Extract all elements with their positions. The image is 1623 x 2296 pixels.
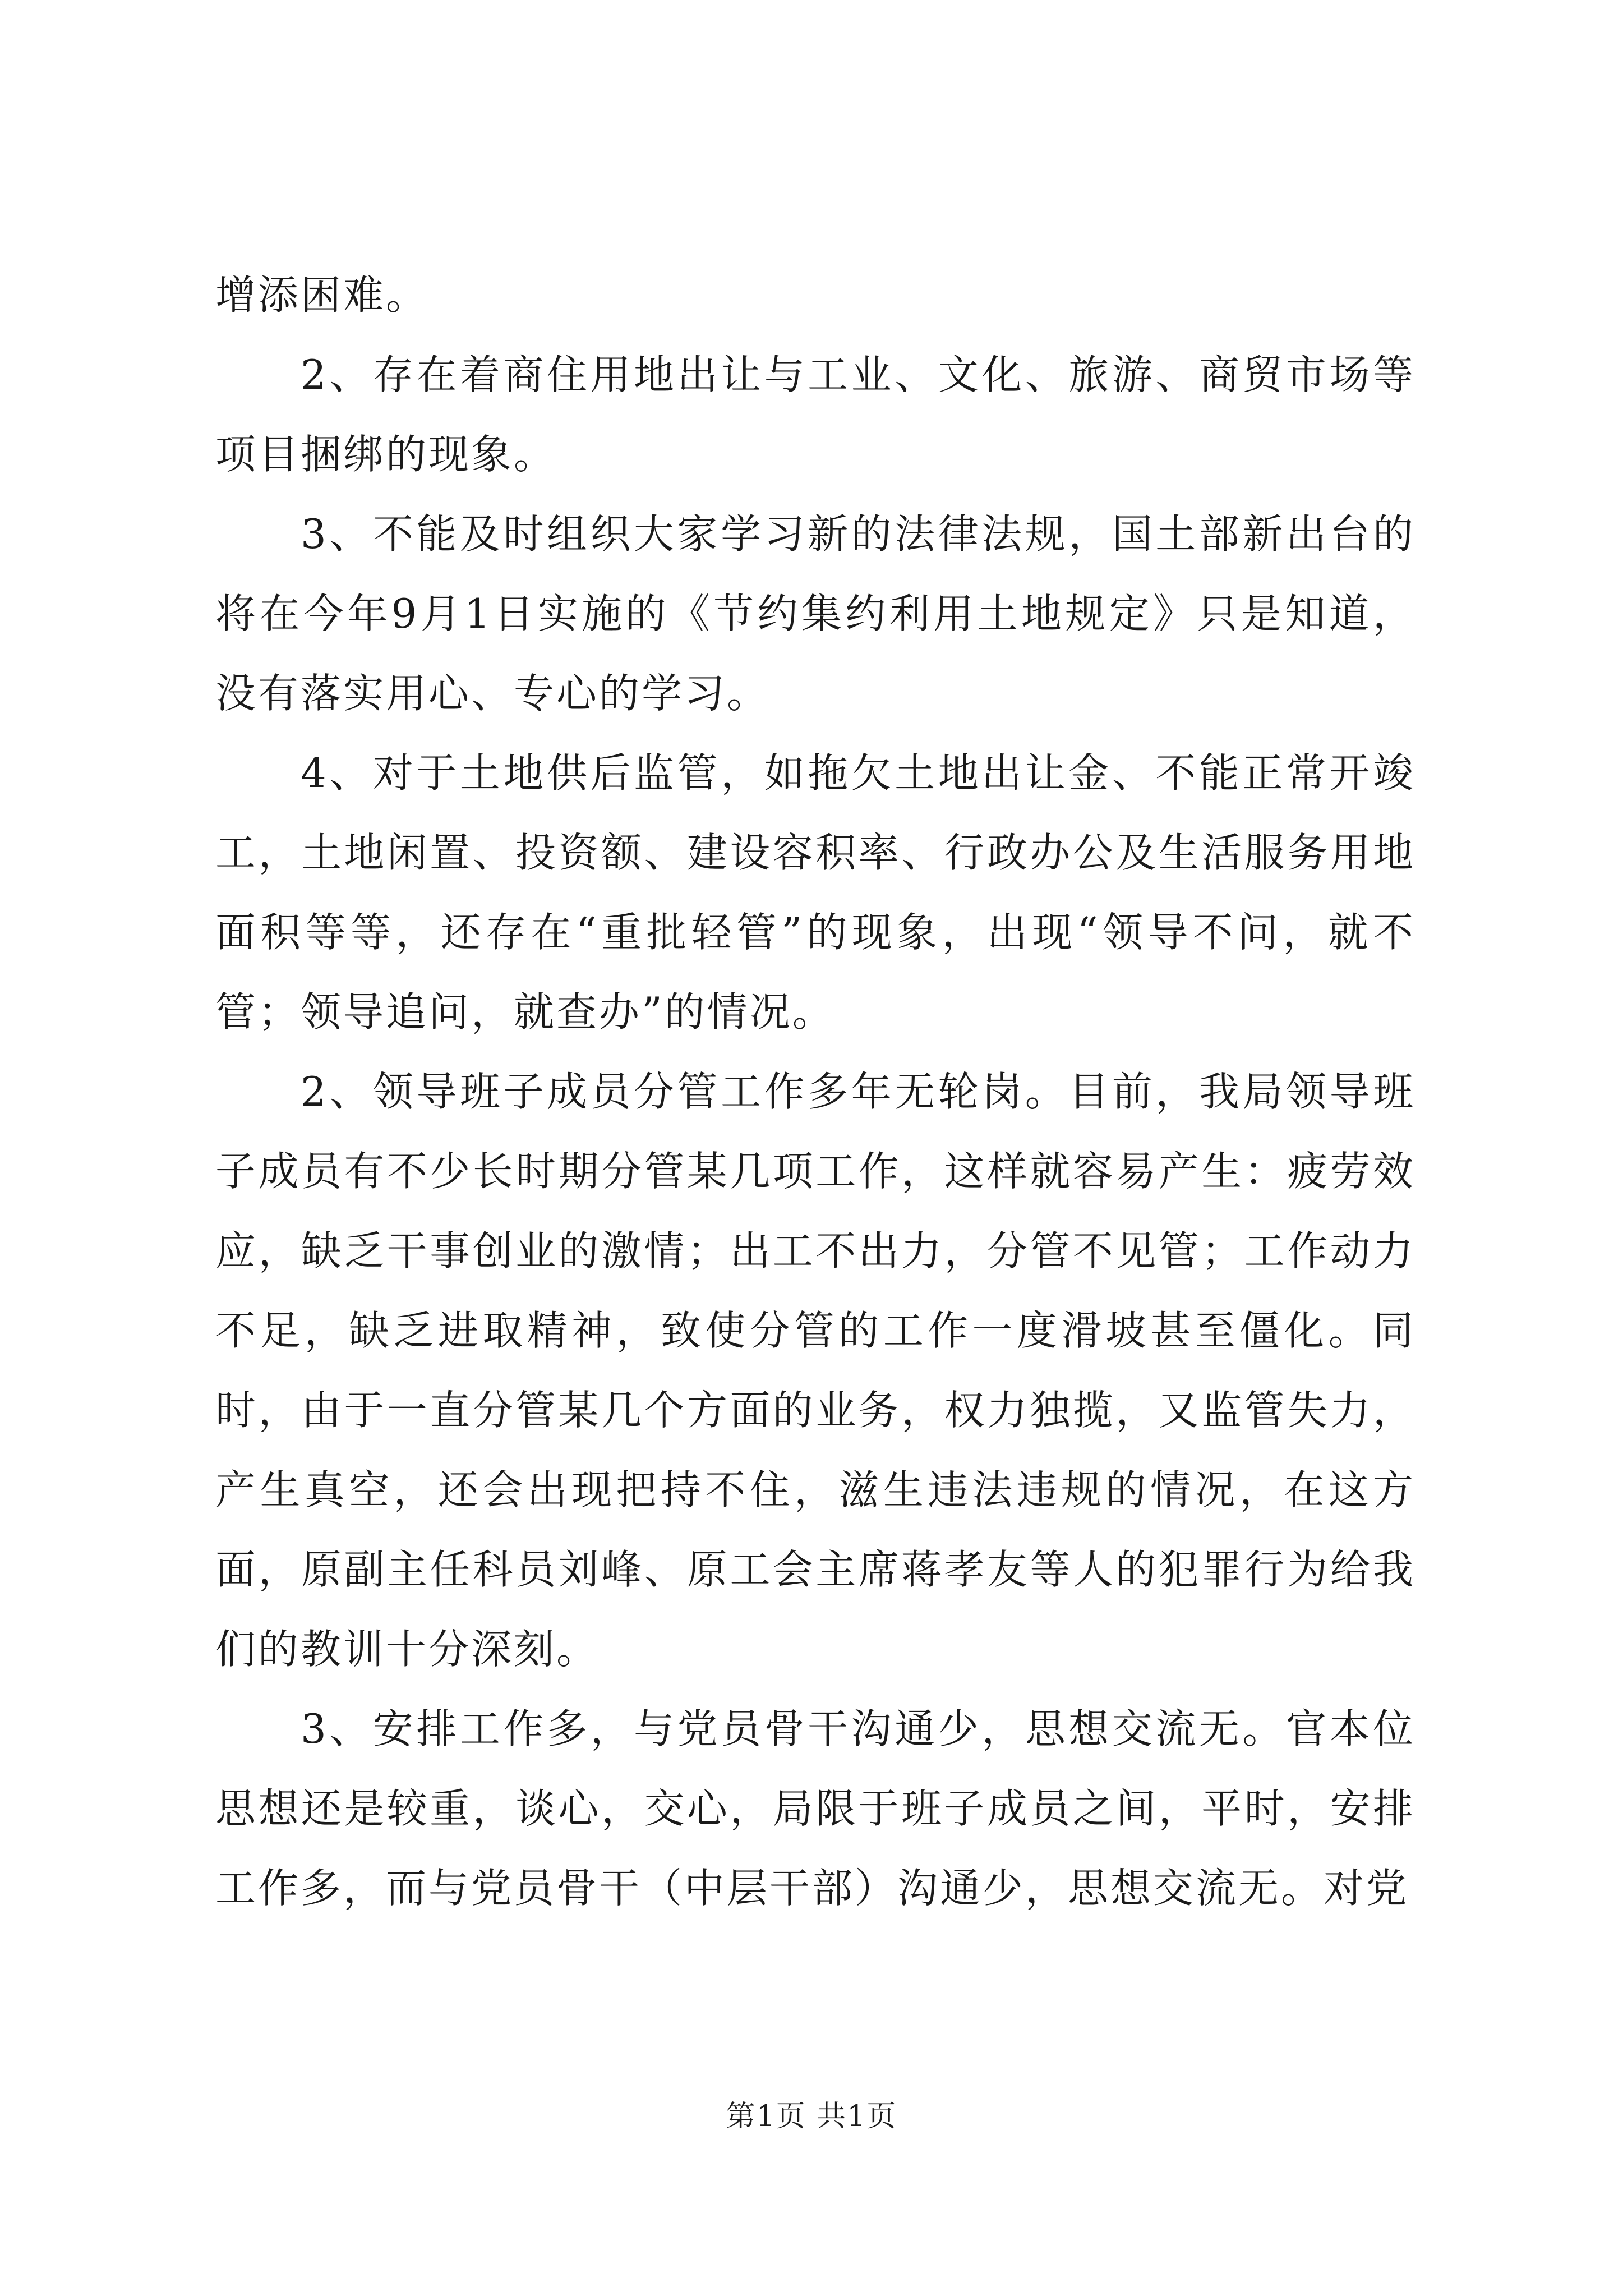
paragraph-5: 2、领导班子成员分管工作多年无轮岗。目前，我局领导班子成员有不少长时期分管某几项工作，这样就容易产生：疲劳效应，缺乏干事创业的激情；出工不出力，分管不见管；工作动力不足，缺乏进取精神，致使分管的工作一度滑坡甚至僵化。同时，由于一直分管某几个方面的业务，权力独揽，又监管失力，产生真空，还会出现把持不住，滋生违法违规的情况，在这方面，原副主任科员刘峰、原工会主席蒋孝友等人的犯罪行为给我们的教训十分深刻。 <box>215 1068 1415 1673</box>
paragraph-1: 增添困难。 <box>215 272 429 319</box>
paragraph-6: 3、安排工作多，与党员骨干沟通少，思想交流无。官本位思想还是较重，谈心，交心，局限于班子成员之间，平时，安排工作多，而与党员骨干（中层干部）沟通少，思想交流无。对党 <box>215 1705 1415 1912</box>
page-footer: 第1页 共1页 <box>726 2100 897 2133</box>
paragraph-2: 2、存在着商住用地出让与工业、文化、旅游、商贸市场等项目捆绑的现象。 <box>215 351 1415 478</box>
document-body <box>215 255 1415 1928</box>
paragraph-3: 3、不能及时组织大家学习新的法律法规，国土部新出台的将在今年9月1日实施的《节约集约利用土地规定》只是知道，没有落实用心、专心的学习。 <box>215 510 1415 717</box>
paragraph-4: 4、对于土地供后监管，如拖欠土地出让金、不能正常开竣工，土地闲置、投资额、建设容积率、行政办公及生活服务用地面积等等，还存在“重批轻管”的现象，出现“领导不问，就不管；领导追问，就查办”的情况。 <box>215 749 1415 1036</box>
